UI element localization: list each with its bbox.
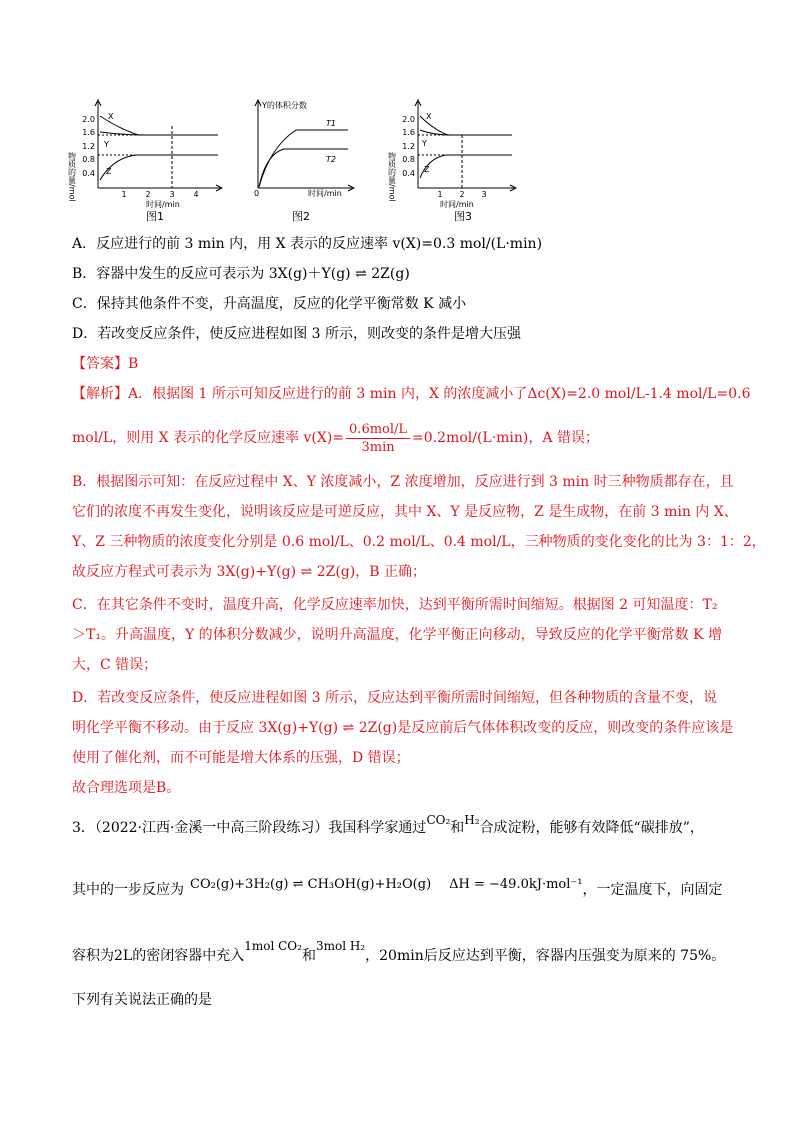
analysis-b-line1: B．根据图示可知：在反应过程中 X、Y 浓度减小，Z 浓度增加，反应进行到 3 min 时三种物质都存在，且 xyxy=(72,474,734,490)
fig3-xtick: 2 xyxy=(459,190,465,199)
fraction-denominator: 3min xyxy=(361,439,395,455)
q3-line1-pre: 3．（2022·江西·金溪一中高三阶段练习）我国科学家通过 xyxy=(72,820,427,836)
fig1-caption: 图1 xyxy=(146,210,164,223)
option-c: C．保持其他条件不变，升高温度，反应的化学平衡常数 K 减小 xyxy=(72,296,467,312)
figure-2 xyxy=(248,92,358,222)
fig3-ytick: 1.6 xyxy=(402,128,415,137)
figure-2-chart xyxy=(248,92,358,222)
fig1-ytick: 0.4 xyxy=(82,169,95,178)
analysis-a-line2 xyxy=(72,420,599,456)
analysis-a-line2-post: =0.2mol/(L·min)，A 错误； xyxy=(412,430,599,446)
fig1-label-y: Y xyxy=(104,140,109,149)
analysis-b-line3: Y、Z 三种物质的浓度变化分别是 0.6 mol/L、0.2 mol/L、0.4 mol/L，三种物质的变化变化的比为 3：1：2， xyxy=(72,534,766,550)
option-a: A．反应进行的前 3 min 内，用 X 表示的反应速率 v(X)=0.3 mol/(L·min) xyxy=(72,236,543,252)
analysis-c-line2: ＞T₁。升高温度，Y 的体积分数减少，说明升高温度，化学平衡正向移动，导致反应的化学平衡常数 K 增 xyxy=(72,627,722,643)
analysis-conclusion: 故合理选项是B。 xyxy=(72,780,181,796)
q3-line3-pre: 容积为2L的密闭容器中充入 xyxy=(72,948,245,964)
analysis-c-line3: 大，C 错误； xyxy=(72,657,158,673)
fig2-ylabel: Y的体积分数 xyxy=(262,101,307,110)
fig1-curve-z xyxy=(100,155,218,180)
q3-line3-post: ，20min后反应达到平衡，容器内压强变为原来的 75%。 xyxy=(365,948,726,964)
analysis-d-line2: 明化学平衡不移动。由于反应 3X(g)+Y(g) ⇌ 2Z(g)是反应前后气体体积改变的反应，则改变的条件应该是 xyxy=(72,720,734,736)
fig1-xlabel: 时间/min xyxy=(146,200,180,209)
figure-3 xyxy=(388,92,518,222)
analysis-a-line2-pre: mol/L，则用 X 表示的化学反应速率 v(X)= xyxy=(72,430,345,446)
q3-co2: CO₂ xyxy=(426,813,451,827)
fraction-numerator: 0.6mol/L xyxy=(346,421,410,439)
q3-line1 xyxy=(72,813,704,838)
fig1-ytick: 1.6 xyxy=(82,128,95,137)
q3-h2-amount: 3mol H₂ xyxy=(315,939,366,953)
q3-line2-pre: 其中的一步反应为 xyxy=(72,882,184,898)
fig1-xtick: 1 xyxy=(121,190,127,199)
fig1-ytick: 0.8 xyxy=(82,155,95,164)
q3-equation: CO₂(g)+3H₂(g) ⇌ CH₃OH(g)+H₂O(g) xyxy=(190,877,432,892)
fig3-label-z: Z xyxy=(424,165,430,174)
q3-delta-h: ΔH = −49.0kJ·mol⁻¹ xyxy=(449,877,583,892)
analysis-c-line1: C．在其它条件不变时，温度升高，化学反应速率加快，达到平衡所需时间缩短。根据图 2 可知温度：T₂ xyxy=(72,597,718,613)
q3-line2-post: ，一定温度下，向固定 xyxy=(582,882,723,898)
figure-3-chart xyxy=(388,92,518,222)
fig3-curve-x xyxy=(420,116,512,135)
figure-1 xyxy=(68,92,228,222)
fig1-label-z: Z xyxy=(106,167,112,176)
fig1-ytick: 2.0 xyxy=(82,115,95,124)
q3-line2 xyxy=(72,877,723,901)
fig3-ytick: 0.8 xyxy=(402,155,415,164)
fig1-xtick: 3 xyxy=(169,190,175,199)
fig3-xtick: 1 xyxy=(437,190,443,199)
fig3-caption: 图3 xyxy=(454,210,472,223)
fig2-label-t1: T1 xyxy=(326,119,336,128)
fig1-xtick: 2 xyxy=(145,190,151,199)
fig2-origin: 0 xyxy=(254,189,260,198)
analysis-b-line2: 它们的浓度不再发生变化，说明该反应是可逆反应，其中 X、Y 是反应物，Z 是生成物，在前 3 min 内 X、 xyxy=(72,504,738,520)
fig1-ylabel: 物质的量/mol xyxy=(68,152,77,202)
fig3-ytick: 0.4 xyxy=(402,169,415,178)
analysis-d-line1: D．若改变反应条件，使反应进程如图 3 所示，反应达到平衡所需时间缩短，但各种物质的含量不变，说 xyxy=(72,690,718,706)
analysis-d-line3: 使用了催化剂，而不可能是增大体系的压强，D 错误； xyxy=(72,750,410,766)
q3-and-2: 和 xyxy=(301,948,316,964)
analysis-b-line4: 故反应方程式可表示为 3X(g)+Y(g) ⇌ 2Z(g)，B 正确； xyxy=(72,564,426,580)
rate-fraction xyxy=(346,421,410,456)
fig3-ytick: 1.2 xyxy=(402,142,415,151)
q3-h2: H₂ xyxy=(464,813,480,827)
q3-line3 xyxy=(72,939,726,966)
fig3-label-y: Y xyxy=(422,139,427,148)
q3-co2-amount: 1mol CO₂ xyxy=(244,939,302,953)
figure-1-chart xyxy=(68,92,228,222)
q3-line4: 下列有关说法正确的是 xyxy=(72,992,212,1008)
fig3-curve-z xyxy=(420,155,512,178)
fig1-curve-x xyxy=(100,116,218,135)
fig3-label-x: X xyxy=(426,112,432,121)
fig3-ylabel: 物质的量/mol xyxy=(388,152,397,202)
fig2-xlabel: 时间/min xyxy=(308,189,342,198)
fig1-xtick: 4 xyxy=(193,190,199,199)
fig3-ytick: 2.0 xyxy=(402,115,415,124)
fig3-xlabel: 时间/min xyxy=(440,200,474,209)
fig2-label-t2: T2 xyxy=(326,155,336,164)
fig2-caption: 图2 xyxy=(292,210,310,223)
answer: 【答案】B xyxy=(72,356,139,372)
fig1-ytick: 1.2 xyxy=(82,142,95,151)
option-b: B．容器中发生的反应可表示为 3X(g)＋Y(g) ⇌ 2Z(g) xyxy=(72,266,410,282)
q3-and: 和 xyxy=(450,820,465,836)
fig1-label-x: X xyxy=(108,112,114,121)
option-d: D．若改变反应条件，使反应进程如图 3 所示，则改变的条件是增大压强 xyxy=(72,326,522,342)
fig3-xtick: 3 xyxy=(481,190,487,199)
analysis-a-line1: 【解析】A．根据图 1 所示可知反应进行的前 3 min 内，X 的浓度减小了Δc(X)=2.0 mol/L-1.4 mol/L=0.6 xyxy=(72,386,751,402)
q3-line1-post: 合成淀粉，能够有效降低“碳排放”， xyxy=(479,820,704,836)
